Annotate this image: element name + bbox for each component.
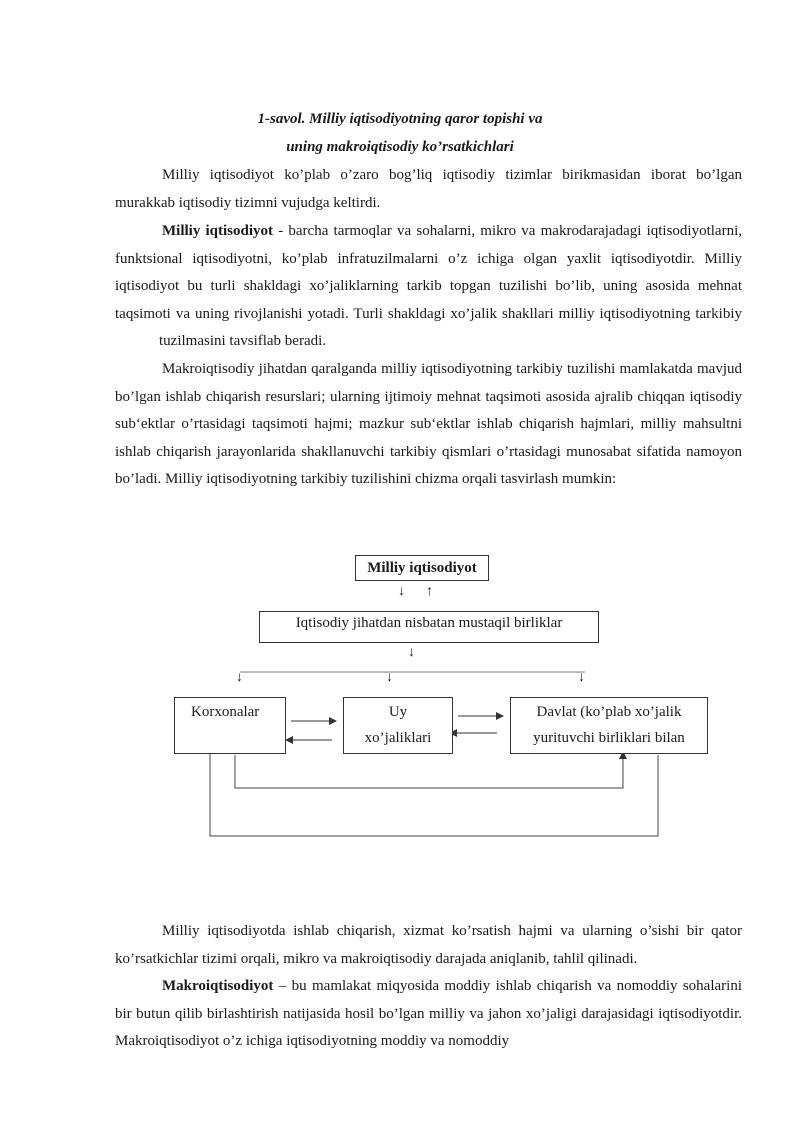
paragraph-1	[115, 162, 742, 217]
top-updown-arrows: ↓ ↑	[398, 584, 433, 599]
box-korxonalar-label: Korxonalar	[191, 704, 260, 720]
box-uy-xojaliklari	[343, 697, 453, 754]
paragraph-5-dash: –	[273, 978, 292, 994]
box-korxonalar	[174, 697, 286, 754]
branch-arrow-right: ↓	[578, 670, 585, 685]
branch-arrow-left: ↓	[236, 670, 243, 685]
branch-arrow-center: ↓	[386, 670, 393, 685]
box-mustaqil-birliklar: Iqtisodiy jihatdan nisbatan mustaqil birliklar	[259, 611, 599, 643]
paragraph-3	[115, 356, 742, 494]
heading-line-2: uning makroiqtisodiy ko’rsatkichlari	[286, 139, 514, 155]
box-davlat	[510, 697, 708, 754]
paragraph-1-text: Milliy iqtisodiyot ko’plab o’zaro bog’liq iqtisodiy tizimlar birikmasidan iborat bo’lgan murakkab iqtisodiy tizimni vujudga keltirdi.	[115, 167, 742, 211]
box-milliy-iqtisodiyot: Milliy iqtisodiyot	[355, 555, 489, 581]
paragraph-2-tail: tuzilmasini tavsiflab beradi.	[159, 333, 327, 350]
mid-down-arrow: ↓	[408, 645, 415, 660]
box-davlat-line2: yurituvchi birliklari bilan	[533, 730, 685, 746]
inner-loop-arrow	[235, 752, 623, 788]
paragraph-5-text: bu mamlakat miqyosida moddiy ishlab chiqarish va nomoddiy sohalarini bir butun qilib birlashtirish natijasida hosil bo’lgan milliy va jahon xo’jaligi darajasidagi iqtisodiyotdir. Makroiqtisodiyot o’z ichiga iqtisodiyotning moddiy va nomoddiy	[115, 978, 742, 1050]
structure-diagram	[0, 540, 800, 850]
outer-loop-arrow	[210, 745, 658, 836]
term-makroiqtisodiyot: Makroiqtisodiyot	[162, 978, 274, 994]
term-milliy-iqtisodiyot: Milliy iqtisodiyot	[162, 223, 274, 239]
paragraph-3-text: Makroiqtisodiy jihatdan qaralganda milliy iqtisodiyotning tarkibiy tuzilishi mamlakatda mavjud bo’lgan ishlab chiqarish resurslari; ularning ijtimoiy mehnat taqsimoti asosida ajralib chiqqan iqtisodiy sub‘ektlar o’rtasidagi taqsimoti hajmi; mazkur sub‘ektlar ishlab chiqarish hajmlari, milliy mahsultni ishlab chiqarish jarayonlarida shakllanuvchi tarkibiy qismlari o’rtasidagi munosabat sifatida namoyon bo’ladi. Milliy iqtisodiyotning tarkibiy tuzilishini chizma orqali tasvirlash mumkin:	[115, 361, 742, 488]
heading-line-1: 1-savol. Milliy iqtisodiyotning qaror topishi va	[257, 111, 543, 127]
box-uy-line2: xo’jaliklari	[364, 730, 432, 746]
paragraph-4	[115, 918, 742, 973]
box-davlat-line1: Davlat (ko’plab xo’jalik	[536, 704, 682, 720]
paragraph-2-text: - barcha tarmoqlar va sohalarni, mikro va makrodarajadagi iqtisodiyotlarni, funktsional iqtisodiyotni, ko’plab infratuzilmalarni o’z ichiga olgan yaxlit iqtisodiyotdir. Milliy iqtisodiyot bu turli shakldagi xo’jaliklarning tarkib topgan tuzilishi bo’lib, uning asosida mehnat taqsimoti va uning rivojlanishi yotadi. Turli shakldagi xo’jalik shakllari milliy iqtisodiyotning tarkibiy	[115, 223, 743, 322]
box-uy-line1: Uy	[388, 704, 408, 720]
paragraph-4-text: Milliy iqtisodiyotda ishlab chiqarish, xizmat ko’rsatish hajmi va ularning o’sishi bir qator ko’rsatkichlar tizimi orqali, mikro va makroiqtisodiy darajada aniqlanib, tahlil qilinadi.	[115, 923, 742, 967]
paragraph-2	[115, 218, 742, 356]
paragraph-5	[115, 973, 742, 1056]
